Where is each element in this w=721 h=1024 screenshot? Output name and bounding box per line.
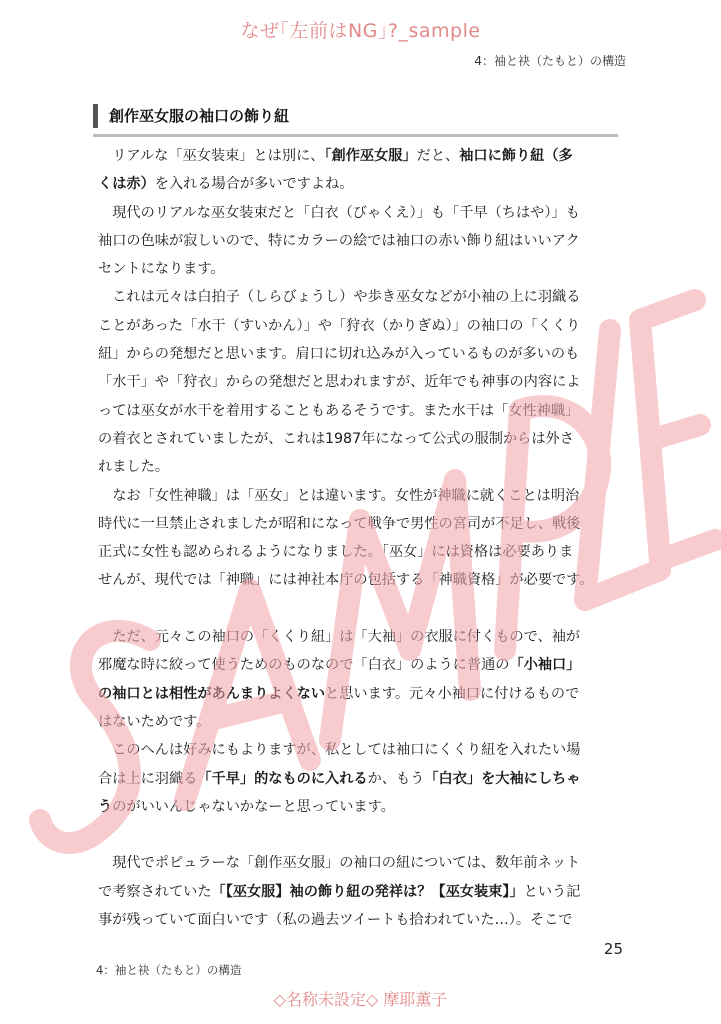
bold-text: 「創作巫女服」 bbox=[324, 148, 417, 164]
text-run: を入れる場合が多いですよね。 bbox=[154, 176, 354, 193]
text-line bbox=[98, 283, 626, 311]
text-run: か、もう bbox=[367, 770, 425, 787]
text-run: はないためです。 bbox=[98, 713, 211, 730]
bold-text: 「白衣」を大袖にしちゃ bbox=[424, 770, 581, 787]
text-line bbox=[98, 878, 626, 906]
text-line bbox=[98, 765, 626, 793]
text-run: せんが、現代では「神職」には神社本庁の包括する「神職資格」が必要です。 bbox=[98, 572, 594, 589]
text-run: 事が残っていて面白いです（私の過去ツイートも拾われていた…）。そこで bbox=[98, 912, 573, 929]
text-run: 現代でポピュラーな「創作巫女服」の袖口の紐については、数年前ネット bbox=[98, 855, 581, 872]
text-run: と思います。元々小袖口に付けるもので bbox=[325, 685, 580, 702]
text-run: 正式に女性も認められるようになりました。「巫女」には資格は必要ありま bbox=[98, 544, 574, 561]
text-line bbox=[98, 227, 626, 255]
text-run: れました。 bbox=[98, 459, 169, 476]
running-head: 4：袖と袂（たもと）の構造 bbox=[474, 54, 626, 68]
text-line bbox=[98, 397, 626, 425]
bold-text: 袖口に飾り紐（多 bbox=[459, 148, 573, 164]
bold-text: う bbox=[98, 798, 113, 815]
paragraph-spacer bbox=[98, 595, 626, 623]
text-run: という記 bbox=[523, 883, 581, 900]
text-run: これは元々は白拍子（しらびょうし）や歩き巫女などが小袖の上に羽織る bbox=[98, 289, 581, 306]
footer-author: ◇名称未設定◇ 摩耶薫子 bbox=[273, 990, 448, 1009]
text-run: 袖口の色味が寂しいので、特にカラーの絵では袖口の赤い飾り紐はいいアク bbox=[98, 232, 580, 249]
text-run: 「水干」や「狩衣」からの発想だと思われますが、近年でも神事の内容によ bbox=[98, 374, 581, 391]
text-line bbox=[98, 708, 626, 736]
bold-text: 「【巫女服】袖の飾り紐の発祥は？【巫女装束】」 bbox=[211, 883, 524, 900]
text-line bbox=[98, 623, 626, 651]
text-line bbox=[98, 340, 626, 368]
page-number: 25 bbox=[603, 940, 623, 958]
text-run: 現代のリアルな巫女装束だと「白衣（びゃくえ）」も「千早（ちはや）」も bbox=[98, 204, 580, 221]
footer-chapter: 4：袖と袂（たもと）の構造 bbox=[96, 963, 242, 977]
section-heading-block bbox=[93, 96, 618, 137]
text-line bbox=[98, 453, 626, 481]
text-line bbox=[98, 510, 626, 538]
text-run: ことがあった「水干（すいかん）」や「狩衣（かりぎぬ）」の袖口の「くくり bbox=[98, 317, 581, 334]
text-line bbox=[98, 680, 626, 708]
bold-text: の袖口とは相性があんまりよくない bbox=[98, 685, 326, 702]
text-run: のがいいんじゃないかなーと思っています。 bbox=[112, 798, 395, 815]
text-line bbox=[98, 482, 626, 510]
text-line bbox=[98, 170, 626, 198]
text-line bbox=[98, 538, 626, 566]
bold-text: くは赤） bbox=[98, 176, 155, 193]
text-line bbox=[98, 368, 626, 396]
text-run: このへんは好みにもよりますが、私としては袖口にくくり紐を入れたい場 bbox=[98, 742, 581, 759]
body-text bbox=[98, 142, 626, 934]
text-run: の着衣とされていましたが、これは1987年になって公式の服制からは外さ bbox=[98, 430, 574, 447]
text-line bbox=[98, 425, 626, 453]
text-run: だと、 bbox=[416, 148, 460, 164]
text-run: セントになります。 bbox=[98, 261, 225, 278]
text-run: なお「女性神職」は「巫女」とは違います。女性が神職に就くことは明治 bbox=[98, 487, 580, 504]
text-line bbox=[98, 199, 626, 227]
text-line bbox=[98, 849, 626, 877]
text-line bbox=[98, 566, 626, 594]
section-heading: 創作巫女服の袖口の飾り紐 bbox=[109, 107, 290, 125]
text-line bbox=[98, 142, 626, 170]
text-line bbox=[98, 255, 626, 283]
bold-text: 「小袖口」 bbox=[509, 657, 581, 674]
text-run: 合は上に羽織る bbox=[98, 770, 198, 787]
text-run: ただ、元々この袖口の「くくり紐」は「大袖」の衣服に付くもので、袖が bbox=[98, 629, 581, 646]
document-title: なぜ｢左前はNG｣?_sample bbox=[240, 20, 481, 42]
text-line bbox=[98, 793, 626, 821]
text-line bbox=[98, 906, 626, 934]
text-run: 時代に一旦禁止されましたが昭和になって戦争で男性の宮司が不足し、戦後 bbox=[98, 515, 581, 532]
text-run: リアルな「巫女装束」とは別に、 bbox=[98, 148, 325, 164]
text-line bbox=[98, 651, 626, 679]
bold-text: 「千早」的なものに入れる bbox=[197, 770, 368, 787]
text-run: 紐」からの発想だと思います。肩口に切れ込みが入っているものが多いのも bbox=[98, 346, 580, 363]
paragraph-spacer bbox=[98, 821, 626, 849]
text-run: で考察されていた bbox=[98, 883, 212, 900]
text-line bbox=[98, 312, 626, 340]
text-run: 邪魔な時に絞って使うためのものなので「白衣」のように普通の bbox=[98, 657, 510, 674]
text-line bbox=[98, 736, 626, 764]
heading-bar bbox=[93, 104, 98, 128]
text-run: っては巫女が水干を着用することもあるそうです。また水干は「女性神職」 bbox=[98, 402, 580, 419]
